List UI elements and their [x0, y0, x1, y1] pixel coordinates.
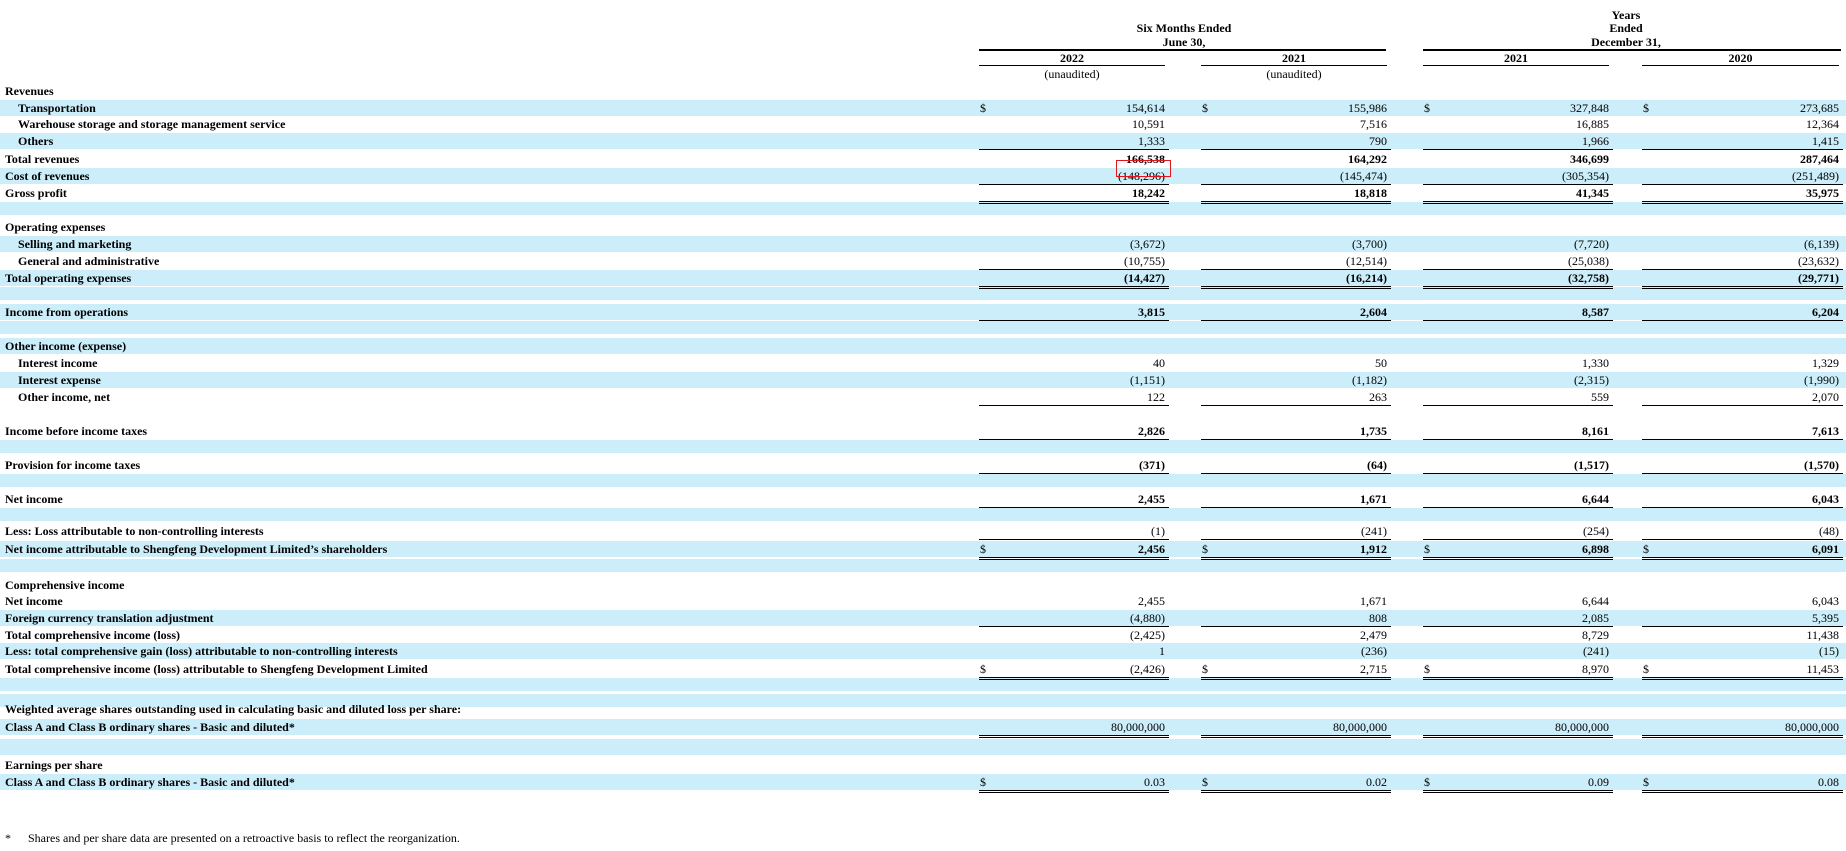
cell-value: 1,912: [1360, 542, 1387, 556]
cell-double-rule: [979, 557, 1169, 560]
row-band: [0, 338, 1846, 354]
cell-value: (2,315): [1574, 373, 1609, 387]
cell-rule: [1201, 539, 1391, 540]
cell-double-rule: [1642, 735, 1843, 738]
column-header-2021-year: 2021: [1504, 51, 1528, 65]
header-six-months-line1: Six Months Ended: [1136, 21, 1232, 35]
cell-double-rule: [1642, 677, 1843, 680]
cell-value: 1: [1159, 644, 1165, 658]
cell-value: 0.08: [1818, 775, 1839, 789]
cell-value: 0.03: [1144, 775, 1165, 789]
cell-value: 808: [1369, 611, 1387, 625]
cell-double-rule: [979, 735, 1169, 738]
cell-double-rule: [979, 677, 1169, 680]
row-label: Less: total comprehensive gain (loss) attributable to non-controlling interests: [5, 644, 398, 658]
cell-rule: [1201, 507, 1391, 508]
cell-rule: [1201, 439, 1391, 440]
currency-symbol: $: [1424, 101, 1430, 115]
cell-rule: [1423, 473, 1613, 474]
cell-value: 6,091: [1812, 542, 1839, 556]
cell-double-rule: [1201, 201, 1391, 204]
cell-value: 1,671: [1360, 492, 1387, 506]
cell-rule: [979, 320, 1169, 321]
cell-double-rule: [1423, 286, 1613, 289]
cell-value: (1,151): [1130, 373, 1165, 387]
cell-double-rule: [1201, 790, 1391, 793]
cell-rule: [1642, 626, 1843, 627]
cell-rule: [979, 473, 1169, 474]
row-label: Total comprehensive income (loss): [5, 628, 180, 642]
cell-double-rule: [1423, 735, 1613, 738]
cell-value: (148,296): [1118, 169, 1165, 183]
cell-value: 6,043: [1812, 594, 1839, 608]
cell-value: (23,632): [1798, 254, 1839, 268]
cell-value: (29,771): [1798, 271, 1839, 285]
cell-value: 1,330: [1582, 356, 1609, 370]
cell-value: 5,395: [1812, 611, 1839, 625]
cell-double-rule: [979, 201, 1169, 204]
cell-rule: [979, 507, 1169, 508]
header-years-line2: Ended: [1609, 21, 1643, 35]
cell-value: 2,826: [1138, 424, 1165, 438]
cell-value: (1,182): [1352, 373, 1387, 387]
cell-double-rule: [1423, 201, 1613, 204]
cell-rule: [1201, 184, 1391, 185]
header-years-line1: Years: [1611, 8, 1641, 22]
cell-value: (254): [1583, 524, 1609, 538]
row-label: Net income attributable to Shengfeng Development Limited’s shareholders: [5, 542, 388, 556]
cell-value: 0.02: [1366, 775, 1387, 789]
cell-value: (6,139): [1804, 237, 1839, 251]
row-label: Income from operations: [5, 305, 129, 319]
cell-rule: [1423, 626, 1613, 627]
cell-value: (305,354): [1562, 169, 1609, 183]
cell-value: (1,517): [1574, 458, 1609, 472]
currency-symbol: $: [980, 775, 986, 789]
cell-rule: [1642, 439, 1843, 440]
cell-rule: [1423, 149, 1613, 150]
cell-rule: [1423, 320, 1613, 321]
cell-double-rule: [979, 286, 1169, 289]
row-label: Income before income taxes: [5, 424, 148, 438]
row-label: Other income, net: [18, 390, 111, 404]
cell-value: 7,516: [1360, 117, 1387, 131]
cell-value: 263: [1369, 390, 1387, 404]
cell-double-rule: [1423, 677, 1613, 680]
currency-symbol: $: [1424, 662, 1430, 676]
row-label: Selling and marketing: [18, 237, 132, 251]
cell-double-rule: [1642, 557, 1843, 560]
column-header-rule-4: [1642, 65, 1839, 66]
cell-double-rule: [1642, 790, 1843, 793]
cell-double-rule: [979, 790, 1169, 793]
cell-value: 2,070: [1812, 390, 1839, 404]
row-label: Less: Loss attributable to non-controlling interests: [5, 524, 264, 538]
row-label: Class A and Class B ordinary shares - Basic and diluted*: [5, 720, 295, 734]
cell-value: 2,085: [1582, 611, 1609, 625]
cell-value: 1,415: [1812, 134, 1839, 148]
currency-symbol: $: [1202, 542, 1208, 556]
cell-rule: [1423, 405, 1613, 406]
cell-value: (1,990): [1804, 373, 1839, 387]
cell-value: (64): [1367, 458, 1387, 472]
row-label: Interest income: [18, 356, 98, 370]
cell-rule: [1201, 626, 1391, 627]
row-label: Provision for income taxes: [5, 458, 141, 472]
cell-double-rule: [1423, 557, 1613, 560]
cell-double-rule: [1201, 557, 1391, 560]
cell-value: 50: [1375, 356, 1387, 370]
cell-value: 155,986: [1348, 101, 1387, 115]
row-label: Revenues: [5, 84, 54, 98]
row-label: Warehouse storage and storage management service: [18, 117, 286, 131]
cell-rule: [1642, 405, 1843, 406]
cell-value: 80,000,000: [1111, 720, 1165, 734]
cell-value: 327,848: [1570, 101, 1609, 115]
cell-double-rule: [1423, 790, 1613, 793]
row-label: Transportation: [18, 101, 96, 115]
cell-rule: [979, 149, 1169, 150]
cell-value: 6,644: [1582, 492, 1609, 506]
cell-value: 3,815: [1138, 305, 1165, 319]
spacer-band: [0, 559, 1846, 572]
currency-symbol: $: [980, 542, 986, 556]
cell-value: 559: [1591, 390, 1609, 404]
cell-value: (145,474): [1340, 169, 1387, 183]
column-header-rule-2: [1201, 65, 1387, 66]
row-label: Total revenues: [5, 152, 80, 166]
cell-value: 6,043: [1812, 492, 1839, 506]
cell-value: (32,758): [1568, 271, 1609, 285]
cell-rule: [979, 439, 1169, 440]
row-label: Weighted average shares outstanding used in calculating basic and diluted loss per share:: [5, 702, 462, 716]
cell-value: 1,966: [1582, 134, 1609, 148]
cell-value: 6,204: [1812, 305, 1839, 319]
column-sublabel-unaudited-2: (unaudited): [1266, 67, 1322, 81]
cell-rule: [1642, 184, 1843, 185]
cell-value: (371): [1139, 458, 1165, 472]
cell-rule: [979, 184, 1169, 185]
currency-symbol: $: [980, 662, 986, 676]
cell-value: (1,570): [1804, 458, 1839, 472]
currency-symbol: $: [1424, 542, 1430, 556]
cell-rule: [1201, 149, 1391, 150]
currency-symbol: $: [1643, 542, 1649, 556]
cell-double-rule: [1642, 286, 1843, 289]
cell-value: 1,333: [1138, 134, 1165, 148]
cell-double-rule: [1642, 201, 1843, 204]
currency-symbol: $: [1202, 775, 1208, 789]
row-label: Others: [18, 134, 54, 148]
cell-value: 1,735: [1360, 424, 1387, 438]
cell-value: (16,214): [1346, 271, 1387, 285]
currency-symbol: $: [1643, 775, 1649, 789]
cell-value: 2,455: [1138, 492, 1165, 506]
row-label: Interest expense: [18, 373, 101, 387]
column-header-2021-six-months: 2021: [1282, 51, 1306, 65]
row-label: General and administrative: [18, 254, 160, 268]
row-label: Class A and Class B ordinary shares - Basic and diluted*: [5, 775, 295, 789]
cell-value: (3,672): [1130, 237, 1165, 251]
cell-value: (3,700): [1352, 237, 1387, 251]
cell-value: (1): [1151, 524, 1165, 538]
row-label: Net income: [5, 594, 63, 608]
cell-value: (7,720): [1574, 237, 1609, 251]
cell-rule: [1642, 149, 1843, 150]
cell-rule: [1201, 320, 1391, 321]
row-label: Operating expenses: [5, 220, 106, 234]
spacer-band: [0, 440, 1846, 453]
column-header-2020-year: 2020: [1728, 51, 1753, 65]
cell-value: 16,885: [1576, 117, 1609, 131]
cell-value: 12,364: [1806, 117, 1839, 131]
column-header-2022-six-months: 2022: [1060, 51, 1084, 65]
cell-rule: [1642, 320, 1843, 321]
header-years-line3: December 31,: [1591, 35, 1661, 49]
row-label: Total operating expenses: [5, 271, 132, 285]
cell-value: 8,587: [1582, 305, 1609, 319]
cell-value: (4,880): [1130, 611, 1165, 625]
cell-rule: [979, 405, 1169, 406]
spacer-band: [0, 321, 1846, 334]
currency-symbol: $: [1643, 101, 1649, 115]
cell-value: 1,671: [1360, 594, 1387, 608]
cell-value: 80,000,000: [1333, 720, 1387, 734]
cell-value: (25,038): [1568, 254, 1609, 268]
cell-rule: [1201, 405, 1391, 406]
cell-value: 18,818: [1354, 186, 1387, 200]
cell-rule: [1642, 473, 1843, 474]
cell-double-rule: [1201, 286, 1391, 289]
cell-double-rule: [1201, 677, 1391, 680]
row-label: Earnings per share: [5, 758, 103, 772]
cell-value: 8,970: [1582, 662, 1609, 676]
column-header-rule-3: [1423, 65, 1609, 66]
cell-value: 6,898: [1582, 542, 1609, 556]
cell-rule: [979, 539, 1169, 540]
cell-value: (14,427): [1124, 271, 1165, 285]
cell-value: 346,699: [1570, 152, 1609, 166]
cell-value: 10,591: [1132, 117, 1165, 131]
cell-value: (241): [1361, 524, 1387, 538]
cell-rule: [979, 626, 1169, 627]
cell-value: 7,613: [1812, 424, 1839, 438]
cell-value: 273,685: [1800, 101, 1839, 115]
cell-value: 40: [1153, 356, 1165, 370]
cell-value: 18,242: [1132, 186, 1165, 200]
cell-value: (12,514): [1346, 254, 1387, 268]
cell-value: 154,614: [1126, 101, 1165, 115]
cell-value: 122: [1147, 390, 1165, 404]
cell-value: (15): [1819, 644, 1839, 658]
cell-double-rule: [1201, 735, 1391, 738]
cell-value: 166,538: [1126, 152, 1165, 166]
column-header-rule-1: [979, 65, 1165, 66]
cell-rule: [1423, 184, 1613, 185]
currency-symbol: $: [980, 101, 986, 115]
cell-value: 8,161: [1582, 424, 1609, 438]
cell-value: (10,755): [1124, 254, 1165, 268]
row-label: Comprehensive income: [5, 578, 125, 592]
row-label: Other income (expense): [5, 339, 127, 353]
footnote-marker: *: [5, 831, 11, 845]
cell-value: 2,715: [1360, 662, 1387, 676]
cell-value: 1,329: [1812, 356, 1839, 370]
cell-value: 790: [1369, 134, 1387, 148]
cell-rule: [1642, 507, 1843, 508]
cell-rule: [1423, 439, 1613, 440]
cell-value: 2,455: [1138, 594, 1165, 608]
cell-value: 11,453: [1806, 662, 1839, 676]
row-label: Total comprehensive income (loss) attributable to Shengfeng Development Limited: [5, 662, 428, 676]
currency-symbol: $: [1202, 662, 1208, 676]
cell-value: 80,000,000: [1555, 720, 1609, 734]
cell-value: 6,644: [1582, 594, 1609, 608]
cell-value: 11,438: [1806, 628, 1839, 642]
spacer-band: [0, 742, 1846, 755]
cell-value: (236): [1361, 644, 1387, 658]
spacer-band: [0, 474, 1846, 487]
cell-value: (2,426): [1130, 662, 1165, 676]
cell-value: 287,464: [1800, 152, 1839, 166]
cell-value: 2,604: [1360, 305, 1387, 319]
cell-value: 0.09: [1588, 775, 1609, 789]
highlight-box: [1116, 160, 1171, 177]
currency-symbol: $: [1424, 775, 1430, 789]
cell-value: (251,489): [1792, 169, 1839, 183]
currency-symbol: $: [1643, 662, 1649, 676]
cell-value: 8,729: [1582, 628, 1609, 642]
cell-rule: [1642, 539, 1843, 540]
cell-rule: [1423, 507, 1613, 508]
column-sublabel-unaudited-1: (unaudited): [1044, 67, 1100, 81]
cell-rule: [1423, 539, 1613, 540]
footnote-text: Shares and per share data are presented on a retroactive basis to reflect the reorganization.: [28, 831, 460, 845]
row-label: Gross profit: [5, 186, 67, 200]
cell-value: 80,000,000: [1785, 720, 1839, 734]
cell-value: 41,345: [1576, 186, 1609, 200]
row-label: Net income: [5, 492, 63, 506]
cell-rule: [1201, 473, 1391, 474]
cell-value: 35,975: [1806, 186, 1839, 200]
cell-value: 2,456: [1138, 542, 1165, 556]
cell-value: 2,479: [1360, 628, 1387, 642]
spacer-band: [0, 508, 1846, 521]
cell-value: (48): [1819, 524, 1839, 538]
cell-value: (241): [1583, 644, 1609, 658]
row-label: Cost of revenues: [5, 169, 90, 183]
cell-value: 164,292: [1348, 152, 1387, 166]
cell-value: (2,425): [1130, 628, 1165, 642]
header-six-months-line2: June 30,: [1162, 35, 1206, 49]
currency-symbol: $: [1202, 101, 1208, 115]
row-label: Foreign currency translation adjustment: [5, 611, 214, 625]
